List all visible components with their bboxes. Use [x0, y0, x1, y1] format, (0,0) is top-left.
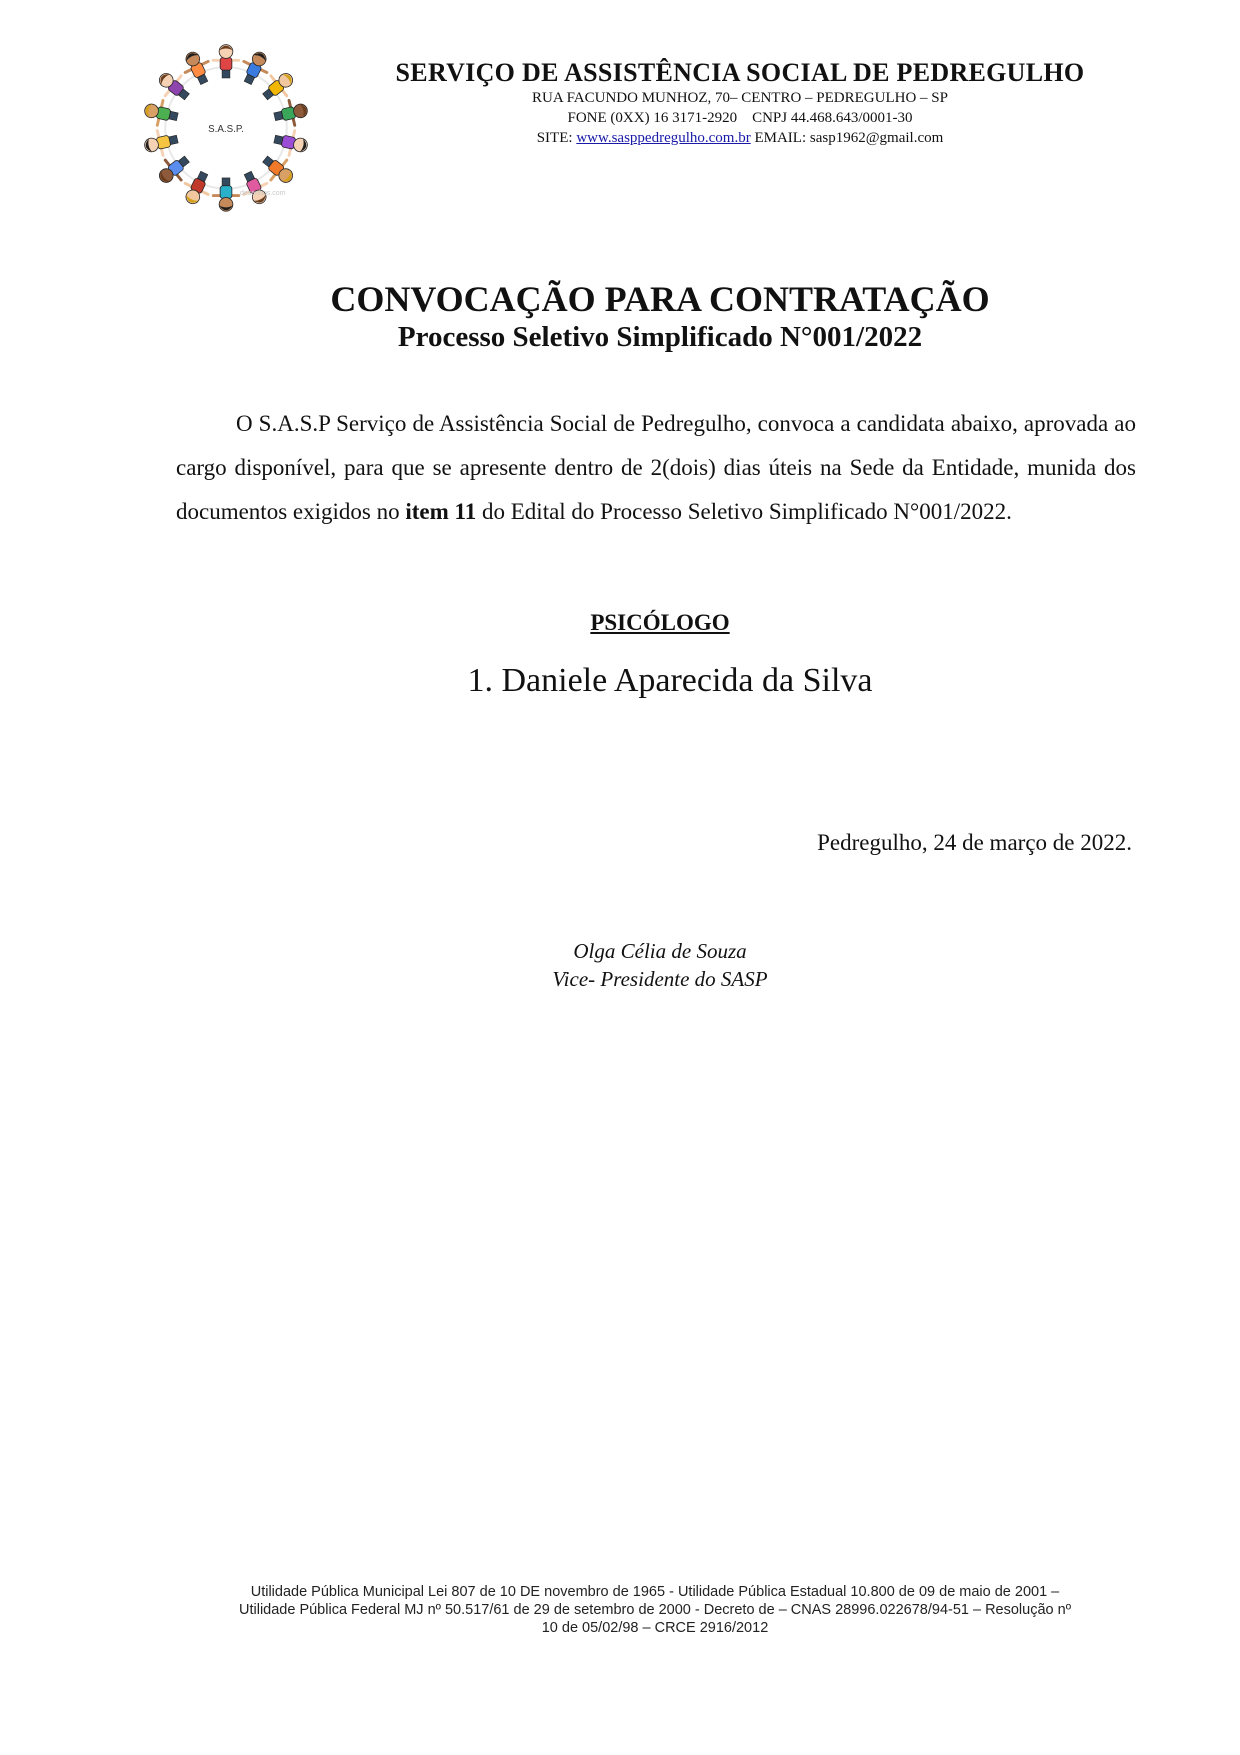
child-figure-icon — [236, 47, 273, 88]
child-figure-icon — [236, 167, 273, 208]
child-figure-icon — [142, 97, 180, 129]
convocation-paragraph — [176, 402, 1136, 534]
document-subtitle: Processo Seletivo Simplificado N°001/2022 — [397, 321, 923, 353]
site-email-line — [340, 128, 1140, 148]
footer-line-2: Utilidade Pública Federal MJ nº 50.517/61 de 29 de setembro de 2000 - Decreto de – CNAS 28996.022678/94-51 – Resolução nº — [239, 1602, 1071, 1618]
child-figure-icon — [272, 97, 310, 129]
footer-line-3: 10 de 05/02/98 – CRCE 2916/2012 — [541, 1620, 769, 1636]
children-circle-logo-icon — [128, 30, 324, 220]
email-label: EMAIL: — [754, 130, 807, 146]
child-figure-icon — [178, 47, 215, 88]
paragraph-emphasis: item 11 — [405, 499, 477, 524]
document-title: CONVOCAÇÃO PARA CONTRATAÇÃO — [330, 279, 990, 319]
email-address: sasp1962@gmail.com — [809, 130, 944, 146]
child-figure-icon — [213, 45, 238, 78]
address: RUA FACUNDO MUNHOZ, 70– CENTRO – PEDREGULHO – SP — [531, 90, 948, 106]
child-figure-icon — [178, 167, 215, 208]
child-figure-icon — [213, 178, 238, 211]
signatory-title: Vice- Presidente do SASP — [552, 967, 768, 991]
candidate-name: 1. Daniele Aparecida da Silva — [467, 662, 873, 699]
child-figure-icon — [142, 127, 180, 159]
role-heading: PSICÓLOGO — [590, 610, 730, 635]
footer-line-1: Utilidade Pública Municipal Lei 807 de 10 DE novembro de 1965 - Utilidade Pública Estadual 10.800 de 09 de maio de 2001 – — [250, 1584, 1060, 1600]
letterhead — [340, 58, 1140, 148]
phone-cnpj: FONE (0XX) 16 3171-2920 CNPJ 44.468.643/0001-30 — [567, 110, 913, 126]
site-link[interactable]: www.sasppedregulho.com.br — [576, 130, 751, 146]
child-figure-icon — [272, 127, 310, 159]
logo-label: S.A.S.P. — [208, 123, 244, 135]
document-title-block — [160, 278, 1160, 354]
site-label: SITE: — [536, 130, 573, 146]
footer — [160, 1583, 1150, 1637]
signature-block — [160, 937, 1160, 993]
organization-name: SERVIÇO DE ASSISTÊNCIA SOCIAL DE PEDREGULHO — [395, 58, 1085, 87]
paragraph-text-end: do Edital do Processo Seletivo Simplificado N°001/2022. — [476, 499, 1012, 524]
logo-watermark: desenhos.com — [240, 190, 286, 197]
paragraph-text-start: O S.A.S.P Serviço de Assistência Social de Pedregulho, convoca a candidata abaixo, aprovada ao cargo disponível, para que se apresente dentro de 2(dois) dias úteis na Sede da Entidade, munida dos documentos exigidos no — [176, 411, 1136, 524]
date-line: Pedregulho, 24 de março de 2022. — [817, 830, 1132, 855]
sasp-logo — [128, 30, 324, 220]
signatory-name: Olga Célia de Souza — [573, 939, 747, 963]
